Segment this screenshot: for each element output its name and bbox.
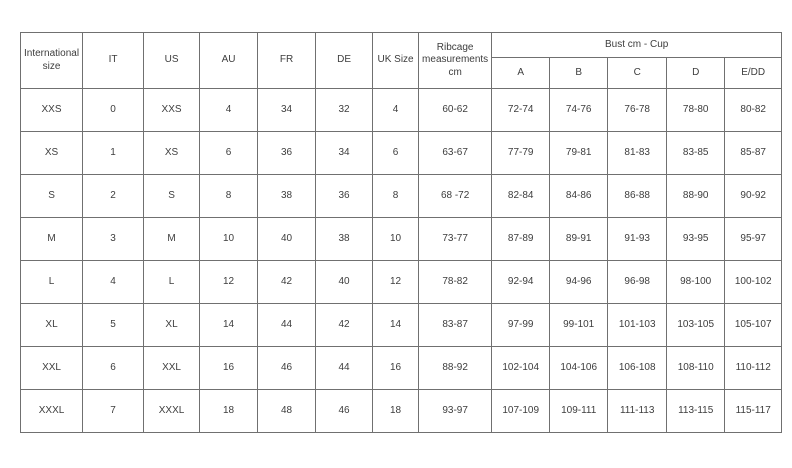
table-cell: 83-87 bbox=[419, 304, 492, 347]
table-cell: 86-88 bbox=[608, 175, 667, 218]
column-header-cup-a: A bbox=[492, 58, 550, 89]
table-cell: 106-108 bbox=[608, 347, 667, 390]
table-cell: 110-112 bbox=[725, 347, 782, 390]
table-cell: 98-100 bbox=[667, 261, 725, 304]
table-cell: 12 bbox=[373, 261, 419, 304]
table-cell: 80-82 bbox=[725, 89, 782, 132]
table-cell: 74-76 bbox=[550, 89, 608, 132]
table-cell: 4 bbox=[83, 261, 144, 304]
column-header-uk-size: UK Size bbox=[373, 33, 419, 89]
table-cell: XXS bbox=[144, 89, 200, 132]
table-cell: 93-97 bbox=[419, 390, 492, 433]
table-cell: 103-105 bbox=[667, 304, 725, 347]
table-cell: 44 bbox=[258, 304, 316, 347]
table-cell: 7 bbox=[83, 390, 144, 433]
table-cell: 90-92 bbox=[725, 175, 782, 218]
column-group-header-bust-cup: Bust cm - Cup bbox=[492, 33, 782, 58]
table-cell: XS bbox=[21, 132, 83, 175]
column-header-de: DE bbox=[316, 33, 373, 89]
header-row-top bbox=[21, 33, 782, 58]
table-cell: 111-113 bbox=[608, 390, 667, 433]
table-cell: 3 bbox=[83, 218, 144, 261]
table-cell: 89-91 bbox=[550, 218, 608, 261]
table-cell: 102-104 bbox=[492, 347, 550, 390]
table-cell: 12 bbox=[200, 261, 258, 304]
table-cell: 10 bbox=[373, 218, 419, 261]
table-cell: 44 bbox=[316, 347, 373, 390]
table-cell: 109-111 bbox=[550, 390, 608, 433]
table-cell: XXL bbox=[144, 347, 200, 390]
table-cell: 72-74 bbox=[492, 89, 550, 132]
table-cell: 0 bbox=[83, 89, 144, 132]
column-header-cup-b: B bbox=[550, 58, 608, 89]
table-cell: 38 bbox=[316, 218, 373, 261]
table-cell: 82-84 bbox=[492, 175, 550, 218]
table-cell: 38 bbox=[258, 175, 316, 218]
table-cell: 1 bbox=[83, 132, 144, 175]
table-row bbox=[21, 218, 782, 261]
table-cell: M bbox=[144, 218, 200, 261]
column-header-cup-d: D bbox=[667, 58, 725, 89]
table-cell: M bbox=[21, 218, 83, 261]
table-cell: 100-102 bbox=[725, 261, 782, 304]
table-cell: 6 bbox=[200, 132, 258, 175]
table-cell: 87-89 bbox=[492, 218, 550, 261]
table-cell: 77-79 bbox=[492, 132, 550, 175]
table-cell: 108-110 bbox=[667, 347, 725, 390]
table-cell: 14 bbox=[373, 304, 419, 347]
table-cell: 115-117 bbox=[725, 390, 782, 433]
table-cell: 60-62 bbox=[419, 89, 492, 132]
table-cell: 93-95 bbox=[667, 218, 725, 261]
table-cell: S bbox=[144, 175, 200, 218]
table-cell: 34 bbox=[316, 132, 373, 175]
table-cell: 46 bbox=[316, 390, 373, 433]
table-cell: 88-92 bbox=[419, 347, 492, 390]
table-row bbox=[21, 89, 782, 132]
table-cell: 68 -72 bbox=[419, 175, 492, 218]
table-cell: 79-81 bbox=[550, 132, 608, 175]
table-cell: S bbox=[21, 175, 83, 218]
table-row bbox=[21, 261, 782, 304]
table-cell: XXXL bbox=[21, 390, 83, 433]
column-header-cup-edd: E/DD bbox=[725, 58, 782, 89]
table-cell: 92-94 bbox=[492, 261, 550, 304]
table-cell: 8 bbox=[373, 175, 419, 218]
table-row bbox=[21, 304, 782, 347]
table-cell: 84-86 bbox=[550, 175, 608, 218]
table-cell: XXS bbox=[21, 89, 83, 132]
table-cell: 46 bbox=[258, 347, 316, 390]
table-cell: 14 bbox=[200, 304, 258, 347]
table-cell: 95-97 bbox=[725, 218, 782, 261]
table-row bbox=[21, 347, 782, 390]
column-header-cup-c: C bbox=[608, 58, 667, 89]
table-row bbox=[21, 132, 782, 175]
table-cell: XXXL bbox=[144, 390, 200, 433]
table-cell: 2 bbox=[83, 175, 144, 218]
table-cell: 107-109 bbox=[492, 390, 550, 433]
table-cell: 113-115 bbox=[667, 390, 725, 433]
table-cell: 73-77 bbox=[419, 218, 492, 261]
table-cell: 63-67 bbox=[419, 132, 492, 175]
table-cell: 78-82 bbox=[419, 261, 492, 304]
table-cell: 40 bbox=[316, 261, 373, 304]
table-cell: 94-96 bbox=[550, 261, 608, 304]
table-cell: 83-85 bbox=[667, 132, 725, 175]
table-cell: 5 bbox=[83, 304, 144, 347]
table-cell: 4 bbox=[200, 89, 258, 132]
table-cell: 96-98 bbox=[608, 261, 667, 304]
table-cell: 16 bbox=[373, 347, 419, 390]
table-row bbox=[21, 175, 782, 218]
table-cell: XL bbox=[21, 304, 83, 347]
column-header-us: US bbox=[144, 33, 200, 89]
table-cell: XL bbox=[144, 304, 200, 347]
table-cell: L bbox=[144, 261, 200, 304]
column-header-fr: FR bbox=[258, 33, 316, 89]
table-cell: 18 bbox=[200, 390, 258, 433]
table-cell: 48 bbox=[258, 390, 316, 433]
table-cell: 97-99 bbox=[492, 304, 550, 347]
size-chart-table bbox=[20, 32, 782, 433]
column-header-ribcage: Ribcage measurements cm bbox=[419, 33, 492, 89]
table-cell: 81-83 bbox=[608, 132, 667, 175]
table-cell: 78-80 bbox=[667, 89, 725, 132]
column-header-it: IT bbox=[83, 33, 144, 89]
table-cell: 32 bbox=[316, 89, 373, 132]
table-cell: 99-101 bbox=[550, 304, 608, 347]
table-cell: 16 bbox=[200, 347, 258, 390]
table-cell: 101-103 bbox=[608, 304, 667, 347]
table-cell: L bbox=[21, 261, 83, 304]
table-cell: 36 bbox=[258, 132, 316, 175]
table-cell: 4 bbox=[373, 89, 419, 132]
table-cell: 6 bbox=[373, 132, 419, 175]
table-cell: 42 bbox=[316, 304, 373, 347]
table-cell: 6 bbox=[83, 347, 144, 390]
table-cell: 18 bbox=[373, 390, 419, 433]
table-cell: 34 bbox=[258, 89, 316, 132]
table-cell: 42 bbox=[258, 261, 316, 304]
table-cell: 36 bbox=[316, 175, 373, 218]
table-cell: XXL bbox=[21, 347, 83, 390]
table-cell: 104-106 bbox=[550, 347, 608, 390]
table-cell: XS bbox=[144, 132, 200, 175]
table-cell: 8 bbox=[200, 175, 258, 218]
table-cell: 76-78 bbox=[608, 89, 667, 132]
table-cell: 40 bbox=[258, 218, 316, 261]
table-cell: 105-107 bbox=[725, 304, 782, 347]
table-cell: 88-90 bbox=[667, 175, 725, 218]
table-row bbox=[21, 390, 782, 433]
column-header-international-size: International size bbox=[21, 33, 83, 89]
table-cell: 91-93 bbox=[608, 218, 667, 261]
table-cell: 10 bbox=[200, 218, 258, 261]
table-cell: 85-87 bbox=[725, 132, 782, 175]
column-header-au: AU bbox=[200, 33, 258, 89]
